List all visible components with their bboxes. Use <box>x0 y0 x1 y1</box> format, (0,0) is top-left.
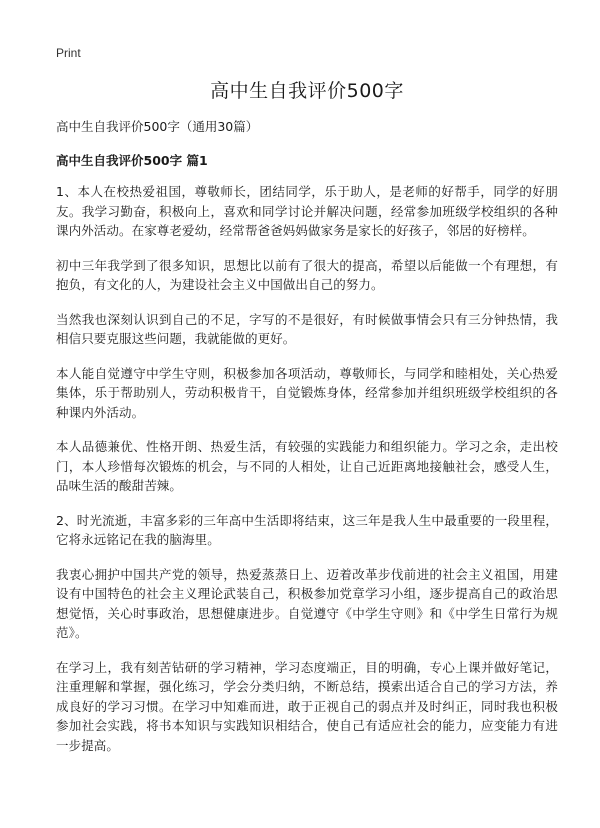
document-page <box>56 78 558 770</box>
document-subtitle: 高中生自我评价500字（通用30篇） <box>56 119 259 134</box>
section-heading: 高中生自我评价500字 篇1 <box>56 153 208 168</box>
paragraph: 在学习上，我有刻苦钻研的学习精神，学习态度端正，目的明确，专心上课并做好笔记，注重理解和掌握，强化练习，学会分类归纳，不断总结，摸索出适合自己的学习方法，养成良好的学习习惯。在学习中知难而进，敢于正视自己的弱点并及时纠正，同时我也积极参加社会实践，将书本知识与实践知识相结合，使自己有适应社会的能力，应变能力有进一步提高。 <box>56 659 558 753</box>
page-title: 高中生自我评价500字 <box>210 80 404 102</box>
paragraph: 2、时光流逝，丰富多彩的三年高中生活即将结束，这三年是我人生中最重要的一段里程，它将永远铭记在我的脑海里。 <box>56 512 558 547</box>
print-link[interactable]: Print <box>56 46 81 60</box>
paragraph: 1、本人在校热爱祖国，尊敬师长，团结同学，乐于助人，是老师的好帮手，同学的好朋友。我学习勤奋，积极向上，喜欢和同学讨论并解决问题，经常参加班级学校组织的各种课内外活动。在家尊老爱幼，经常帮爸爸妈妈做家务是家长的好孩子，邻居的好榜样。 <box>56 184 558 238</box>
paragraph: 本人能自觉遵守中学生守则，积极参加各项活动，尊敬师长，与同学和睦相处，关心热爱集体，乐于帮助别人，劳动积极肯干，自觉锻炼身体，经常参加并组织班级学校组织的各种课内外活动。 <box>56 365 558 420</box>
paragraph: 我衷心拥护中国共产党的领导，热爱蒸蒸日上、迈着改革步伐前进的社会主义祖国，用建设有中国特色的社会主义理论武装自己，积极参加党章学习小组，逐步提高自己的政治思想觉悟，关心时事政治，思想健康进步。自觉遵守《中学生守则》和《中学生日常行为规范》。 <box>56 566 558 640</box>
paragraph: 初中三年我学到了很多知识，思想比以前有了很大的提高，希望以后能做一个有理想，有抱负，有文化的人，为建设社会主义中国做出自己的努力。 <box>56 257 558 292</box>
paragraph: 本人品德兼优、性格开朗、热爱生活，有较强的实践能力和组织能力。学习之余，走出校门，本人珍惜每次锻炼的机会，与不同的人相处，让自己近距离地接触社会，感受人生，品味生活的酸甜苦辣。 <box>56 439 558 493</box>
paragraph: 当然我也深刻认识到自己的不足，字写的不是很好，有时候做事情会只有三分钟热情，我相信只要克服这些问题，我就能做的更好。 <box>56 311 558 346</box>
